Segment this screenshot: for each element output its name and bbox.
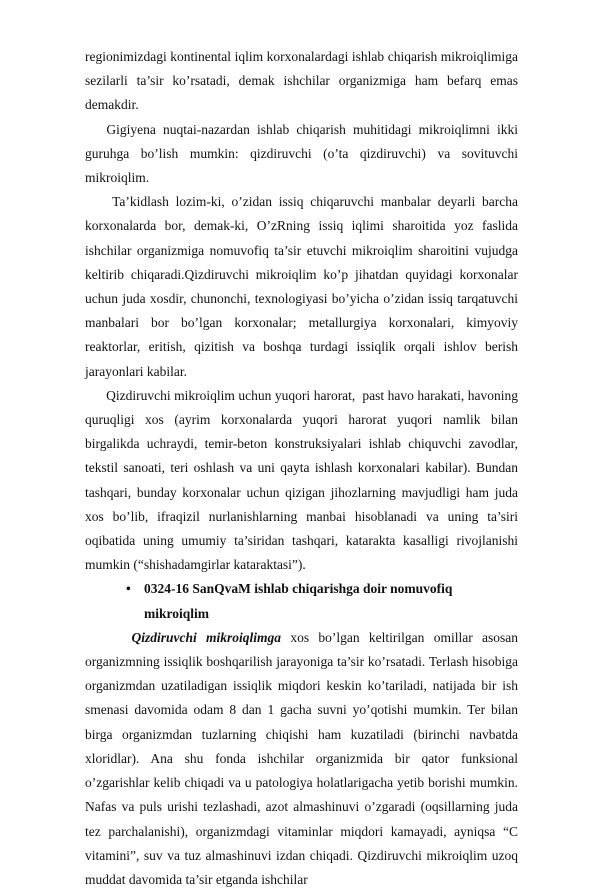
- paragraph-indent: [85, 630, 131, 645]
- paragraph-microclimate-groups: Gigiyena nuqtai-nazardan ishlab chiqarish muhitidagi mikroiqlimni ikki guruhga bo’lish mumkin: qizdiruvchi (o’ta qizdiruvchi) va sovituvchi mikroiqlim.: [85, 121, 522, 186]
- paragraph-lead-term: Qizdiruvchi mikroiqlimga: [131, 629, 282, 645]
- paragraph-regional-climate: regionimizdagi kontinental iqlim korxonalardagi ishlab chiqarish mikroiqlimiga sezilarli ta’sir ko’rsatadi, demak ishchilar organizmiga ham befarq emas demakdir.: [85, 49, 522, 113]
- document-page: [85, 45, 522, 892]
- bullet-item: [85, 577, 518, 625]
- paragraph-body: xos bo’lgan keltirilgan omillar asosan organizmning issiqlik boshqarilish jarayoniga ta’sir ko’rsatadi. Terlash hisobiga organizmdan uzatiladigan issiqlik miqdori keskin ko’tariladi, natijada bir ish smenasi davomida odam 8 dan 1 gacha suvni yo’qotishi mumkin. Ter bilan birga organizmdan tuzlarning chiqishi ham kuzatiladi (birinchi navbatda xloridlar). Ana shu fonda ishchilar organizmida bir qator funksional o’zgarishlar kelib chiqadi va u patologiya holatlarigacha yetib borishi mumkin. Nafas va puls urishi tezlashadi, azot almashinuvi o’zgaradi (oqsillarning juda tez parchalanishi), organizmdagi vitaminlar miqdori kamayadi, ayniqsa “C vitamini”, suv va tuz almashinuvi izdan chiqadi. Qizdiruvchi mikroiqlim uzoq muddat davomida ta’sir etganda ishchilar: [85, 629, 522, 887]
- bullet-icon: •: [126, 581, 131, 597]
- bullet-text: 0324-16 SanQvaM ishlab chiqarishga doir nomuvofiq mikroiqlim: [144, 581, 453, 621]
- paragraph-heating-microclimate: Qizdiruvchi mikroiqlim uchun yuqori harorat, past havo harakati, havoning quruqligi xos (ayrim korxonalarda yuqori harorat yuqori namlik bilan birgalikda uchraydi, temir-beton konstruksiyalari ishlab chiquvchi zavodlar, tekstil sanoati, teri oshlash va uni qayta ishlash korxonalari kabilar). Bundan tashqari, bunday korxonalar uchun qizigan jihozlarning mavjudligi ham juda xos bo’lib, ifraqizil nurlanishlarning manbai hisoblanadi va uning ta’siri oqibatida uning umumiy ta’siridan tashqari, katarakta kasalligi rivojlanishi mumkin (“shishadamgirlar kataraktasi”).: [85, 387, 522, 573]
- paragraph-heat-sources: Ta’kidlash lozim-ki, o’zidan issiq chiqaruvchi manbalar deyarli barcha korxonalarda bor, demak-ki, O’zRning issiq iqlimi sharoitida yoz faslida ishchilar organizmiga nomuvofiq ta’sir etuvchi mikroiqlim sharoitini vujudga keltirib chiqaradi.Qizdiruvchi mikroiqlim ko’p jihatdan quyidagi korxonalar uchun juda xosdir, chunonchi, texnologiyasi bo’yicha o’zidan issiq tarqatuvchi manbalari bor bo’lgan korxonalar; metallurgiya korxonalari, kimyoviy reaktorlar, eritish, qizitish va boshqa turdagi issiqlik orqali ishlov berish jarayonlari kabilar.: [85, 194, 522, 379]
- paragraph-heating-effects: [85, 626, 522, 892]
